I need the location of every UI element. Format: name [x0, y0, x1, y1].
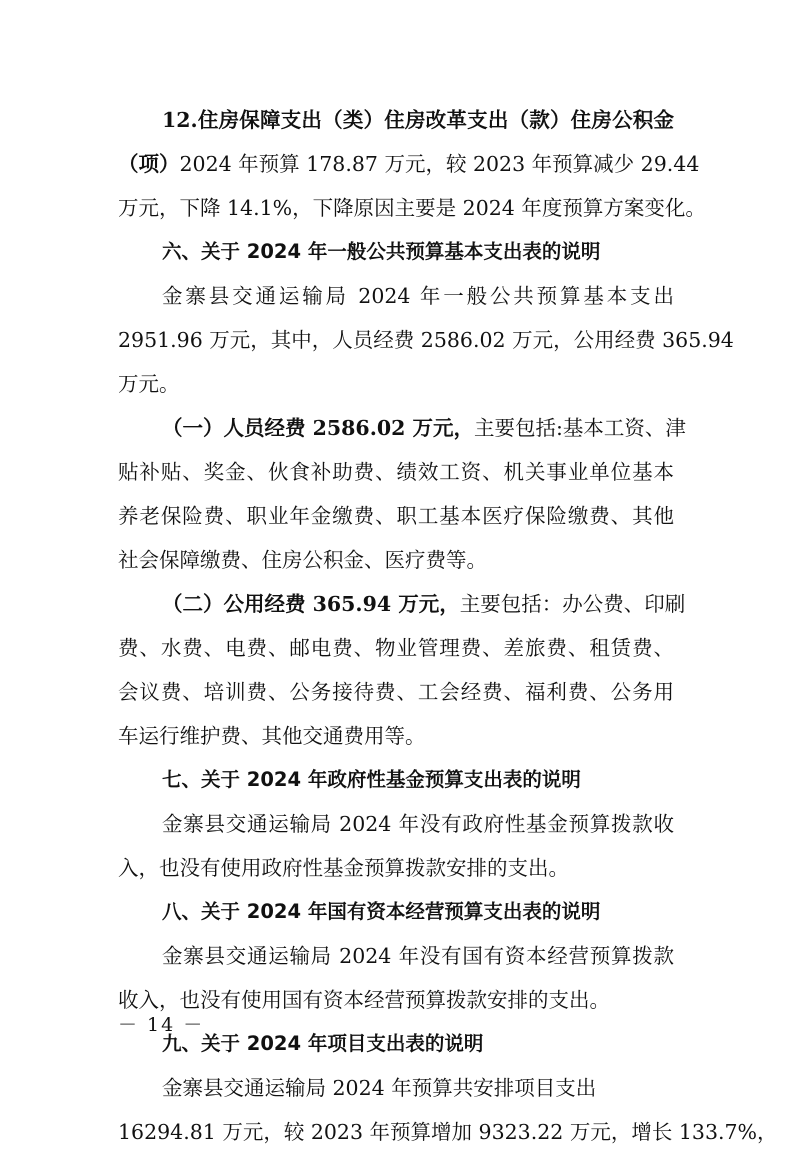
- personnel-expense-line-2: 贴补贴、奖金、伙食补助费、绩效工资、机关事业单位基本: [118, 460, 674, 484]
- section-7-heading: 七、关于 2024 年政府性基金预算支出表的说明: [162, 768, 581, 791]
- section-12-item-label: （项）: [118, 152, 180, 176]
- section-9-heading: 九、关于 2024 年项目支出表的说明: [162, 1032, 484, 1055]
- section-6-heading: 六、关于 2024 年一般公共预算基本支出表的说明: [162, 240, 601, 263]
- section-6-line-2: 2951.96 万元，其中，人员经费 2586.02 万元，公用经费 365.94: [118, 328, 734, 352]
- section-7-line-2: 入，也没有使用政府性基金预算拨款安排的支出。: [118, 856, 569, 880]
- section-12-line-2: [118, 142, 700, 186]
- section-8-line-1: 金寨县交通运输局 2024 年没有国有资本经营预算拨款: [162, 944, 674, 968]
- public-expense-line-2: 费、水费、电费、邮电费、物业管理费、差旅费、租赁费、: [118, 636, 674, 660]
- public-expense-line-4: 车运行维护费、其他交通费用等。: [118, 724, 426, 748]
- personnel-expense-line-4: 社会保障缴费、住房公积金、医疗费等。: [118, 548, 487, 572]
- section-9-line-2: 16294.81 万元，较 2023 年预算增加 9323.22 万元，增长 133.7%，: [118, 1120, 778, 1144]
- personnel-expense-line-1: [118, 406, 686, 450]
- document-body: [118, 98, 778, 1154]
- section-12-line-1: 12.住房保障支出（类）住房改革支出（款）住房公积金: [162, 108, 674, 132]
- section-8-line-2: 收入，也没有使用国有资本经营预算拨款安排的支出。: [118, 988, 610, 1012]
- personnel-expense-text: 主要包括:基本工资、津: [474, 416, 686, 440]
- section-8-heading: 八、关于 2024 年国有资本经营预算支出表的说明: [162, 900, 601, 923]
- section-6-line-3: 万元。: [118, 372, 180, 396]
- section-12-line-3: 万元，下降 14.1%，下降原因主要是 2024 年度预算方案变化。: [118, 196, 706, 220]
- section-7-line-1: 金寨县交通运输局 2024 年没有政府性基金预算拨款收: [162, 812, 674, 836]
- public-expense-label: （二）公用经费 365.94 万元，: [162, 592, 460, 616]
- page-number: － 14 －: [118, 1014, 205, 1036]
- personnel-expense-line-3: 养老保险费、职业年金缴费、职工基本医疗保险缴费、其他: [118, 504, 674, 528]
- section-12-line-2-text: 2024 年预算 178.87 万元，较 2023 年预算减少 29.44: [179, 152, 700, 176]
- public-expense-line-3: 会议费、培训费、公务接待费、工会经费、福利费、公务用: [118, 680, 674, 704]
- public-expense-text: 主要包括：办公费、印刷: [459, 592, 686, 616]
- personnel-expense-label: （一）人员经费 2586.02 万元，: [162, 416, 474, 440]
- public-expense-line-1: [118, 582, 686, 626]
- section-6-line-1: 金寨县交通运输局 2024 年一般公共预算基本支出: [162, 284, 674, 308]
- section-9-line-1: 金寨县交通运输局 2024 年预算共安排项目支出: [162, 1076, 597, 1100]
